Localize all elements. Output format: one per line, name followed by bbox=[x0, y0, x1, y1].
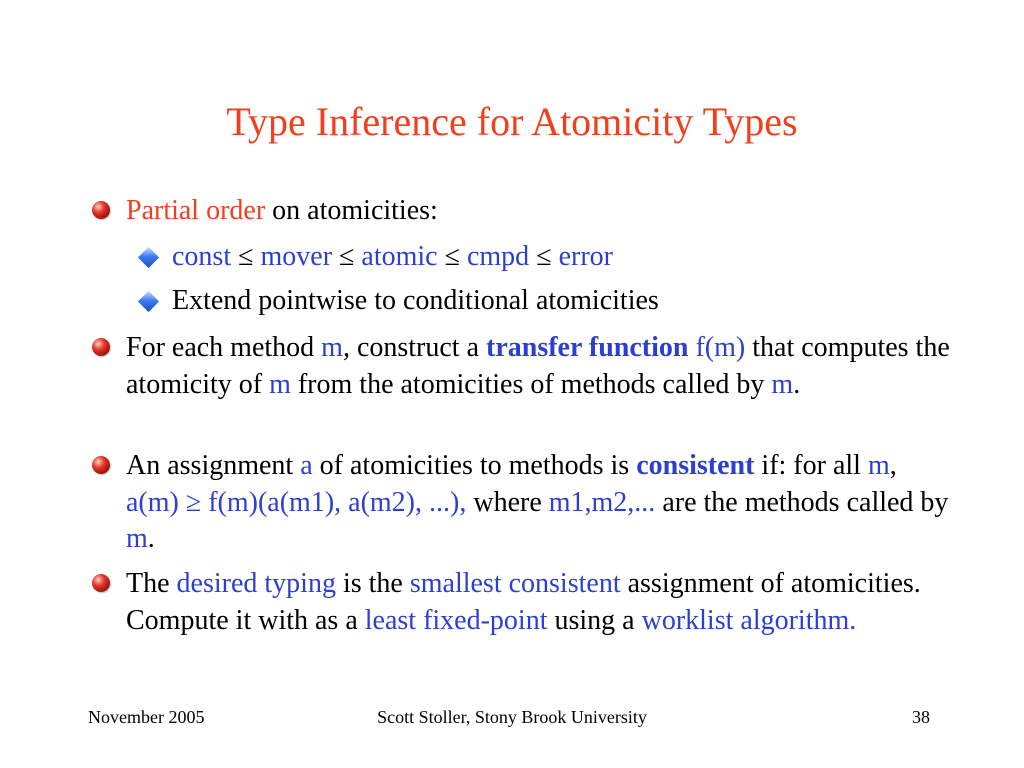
red-ball-bullet-icon bbox=[92, 338, 110, 356]
text-run: if: for all bbox=[754, 450, 868, 481]
subbullet-extend-pointwise bbox=[172, 283, 952, 320]
text-run: ≤ bbox=[231, 241, 261, 272]
text-run: m bbox=[269, 368, 291, 400]
text-run: error bbox=[558, 241, 613, 272]
text-run: are the methods called by bbox=[655, 486, 949, 518]
text-run: of atomicities to methods is bbox=[312, 450, 637, 481]
bullet-desired-typing bbox=[126, 566, 956, 639]
subbullet-order-chain bbox=[172, 239, 952, 276]
text-run: Extend pointwise to conditional atomicities bbox=[172, 285, 659, 316]
blue-diamond-bullet-icon bbox=[138, 247, 159, 268]
text-run: . bbox=[147, 523, 155, 554]
red-ball-bullet-icon bbox=[92, 456, 110, 474]
text-run: ≤ bbox=[332, 241, 362, 272]
text-run: worklist algorithm. bbox=[641, 604, 857, 636]
text-run: transfer function bbox=[486, 332, 689, 363]
text-run: mover bbox=[260, 241, 333, 272]
text-run: from the atomicities of methods called by bbox=[290, 368, 772, 400]
slide-title: Type Inference for Atomicity Types bbox=[226, 99, 798, 144]
text-run: consistent bbox=[636, 450, 755, 481]
text-run: , construct a bbox=[342, 332, 487, 363]
text-run: using a bbox=[547, 604, 642, 636]
footer-author: Scott Stoller, Stony Brook University bbox=[377, 707, 647, 727]
blue-diamond-bullet-icon bbox=[138, 291, 159, 312]
bullet-partial-order bbox=[126, 193, 956, 230]
text-run: cmpd bbox=[466, 241, 530, 272]
red-ball-bullet-icon bbox=[92, 574, 110, 592]
text-run: For each method bbox=[126, 332, 322, 363]
text-run: const bbox=[172, 241, 232, 272]
text-run: a(m) ≥ f(m)(a(m1), a(m2), ...), bbox=[126, 486, 467, 518]
text-run: . bbox=[793, 368, 801, 400]
text-run: assignment of atomicities. Compute it with as a bbox=[126, 568, 921, 636]
text-run: a bbox=[300, 450, 313, 481]
text-run: The bbox=[126, 568, 177, 599]
text-run: f(m) bbox=[695, 332, 746, 363]
text-run: , bbox=[889, 450, 897, 481]
text-run: m bbox=[126, 523, 148, 554]
text-run: m bbox=[771, 368, 794, 400]
text-run: that computes the atomicity of bbox=[126, 332, 950, 400]
text-run: least fixed-point bbox=[364, 604, 548, 636]
text-run: m bbox=[867, 450, 890, 481]
text-run: desired typing bbox=[176, 568, 336, 599]
text-run: on atomicities: bbox=[265, 195, 438, 226]
text-run: ≤ bbox=[529, 241, 559, 272]
text-run: m1,m2,... bbox=[548, 486, 656, 518]
bullet-consistent-assignment bbox=[126, 448, 956, 558]
text-run: atomic bbox=[361, 241, 438, 272]
footer-date: November 2005 bbox=[88, 707, 205, 727]
footer-page-number: 38 bbox=[912, 707, 930, 727]
text-run: An assignment bbox=[126, 450, 301, 481]
bullet-transfer-function bbox=[126, 330, 956, 403]
text-run: Partial order bbox=[126, 195, 266, 226]
text-run: m bbox=[321, 332, 343, 363]
text-run: ≤ bbox=[437, 241, 467, 272]
text-run: is the bbox=[335, 568, 410, 599]
text-run: smallest consistent bbox=[409, 568, 621, 599]
red-ball-bullet-icon bbox=[92, 201, 110, 219]
text-run: where bbox=[466, 486, 549, 518]
